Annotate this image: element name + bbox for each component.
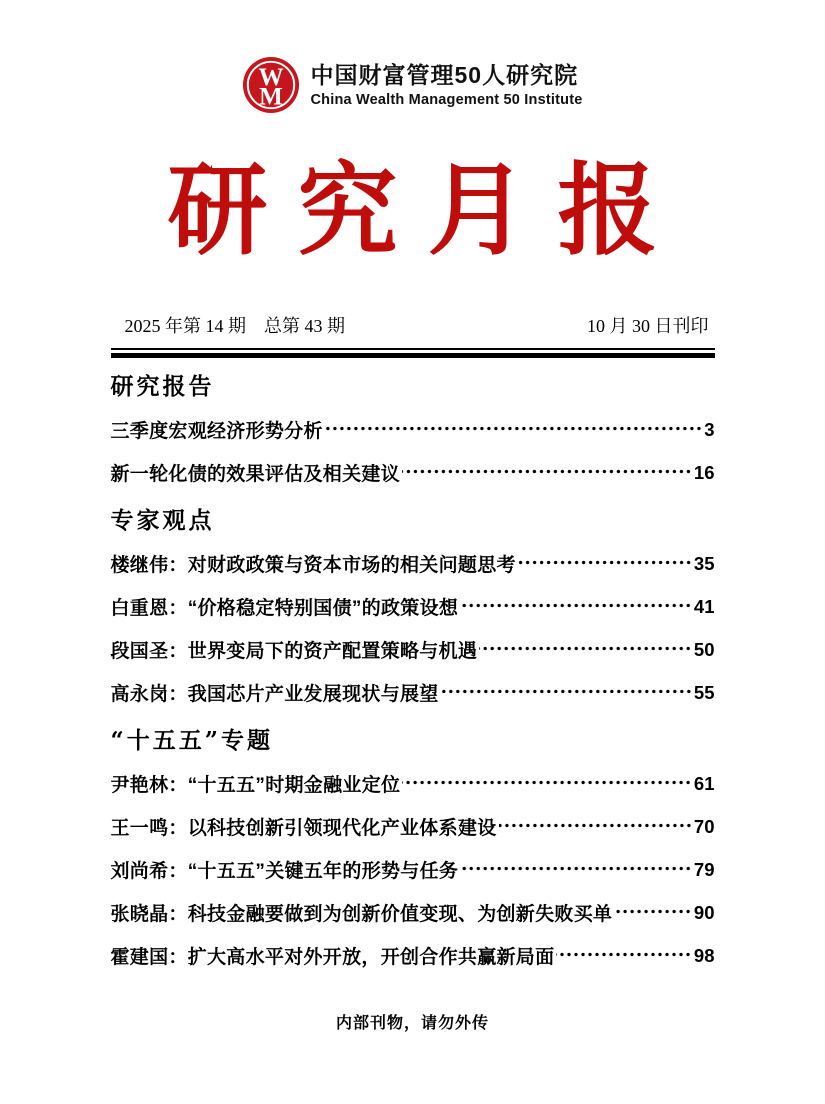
toc-entry <box>111 934 715 977</box>
issue-info-row <box>111 312 715 338</box>
toc-entry-page: 50 <box>693 638 715 660</box>
toc-entry-title: 张晓晶：科技金融要做到为创新价值变现、为创新失败买单 <box>110 904 613 925</box>
svg-text:M: M <box>259 83 284 111</box>
toc-entry-title: 三季度宏观经济形势分析 <box>110 421 323 442</box>
toc-entry-title: 王一鸣：以科技创新引领现代化产业体系建设 <box>110 818 497 839</box>
toc-entry-page: 41 <box>693 595 715 617</box>
toc-entry-page: 61 <box>693 772 715 794</box>
toc-entry <box>111 671 715 714</box>
toc-entry <box>111 805 715 848</box>
institute-logo-icon <box>242 56 300 114</box>
dot-leader <box>460 585 692 628</box>
dot-leader <box>518 542 692 585</box>
dot-leader <box>402 451 692 494</box>
institute-name-cn: 中国财富管理50人研究院 <box>310 61 579 88</box>
toc-entry-title: 霍建国：扩大高水平对外开放，开创合作共赢新局面 <box>110 947 555 968</box>
toc-entry <box>111 628 715 671</box>
toc-entry-title: 刘尚希：“十五五”关键五年的形势与任务 <box>110 861 459 882</box>
toc-entry-page: 98 <box>693 944 715 966</box>
issue-number: 2025 年第 14 期 总第 43 期 <box>124 316 345 336</box>
dot-leader <box>402 762 692 805</box>
toc-entry-title: 白重恩：“价格稳定特别国债”的政策设想 <box>110 598 459 619</box>
toc-entry-page: 90 <box>693 901 715 923</box>
institute-header <box>0 0 825 114</box>
toc-entry <box>111 408 715 451</box>
toc-entry-page: 70 <box>693 815 715 837</box>
svg-text:W: W <box>258 64 285 91</box>
toc-section-15th-five-year-special <box>111 726 715 977</box>
print-date: 10 月 30 日刊印 <box>587 316 709 336</box>
toc-entry <box>111 762 715 805</box>
dot-leader <box>479 628 692 671</box>
dot-leader <box>441 671 692 714</box>
dot-leader <box>499 805 692 848</box>
masthead-divider <box>111 348 715 358</box>
dot-leader <box>614 891 692 934</box>
toc-entry-title: 高永岗：我国芯片产业发展现状与展望 <box>110 684 439 705</box>
toc-entry <box>111 542 715 585</box>
toc-entry <box>111 585 715 628</box>
toc-entry-page: 55 <box>693 681 715 703</box>
toc-entry-page: 79 <box>693 858 715 880</box>
toc-section-research-reports <box>111 372 715 494</box>
toc-entry <box>111 891 715 934</box>
toc-entry-page: 16 <box>693 461 715 483</box>
dot-leader <box>460 848 692 891</box>
toc-entry-page: 35 <box>693 552 715 574</box>
content-column <box>111 312 715 977</box>
toc-entry <box>111 848 715 891</box>
institute-name-en: China Wealth Management 50 Institute <box>310 92 583 109</box>
toc-section-heading: “十五五”专题 <box>110 727 273 754</box>
toc-entry <box>111 451 715 494</box>
toc-entry-title: 新一轮化债的效果评估及相关建议 <box>110 464 401 485</box>
toc-entry-title: 楼继伟：对财政政策与资本市场的相关问题思考 <box>110 555 516 576</box>
toc-entry-page: 3 <box>704 418 715 440</box>
toc-section-heading: 研究报告 <box>110 373 215 400</box>
toc-entry-title: 段国圣：世界变局下的资产配置策略与机遇 <box>110 641 478 662</box>
toc-section-expert-views <box>111 506 715 714</box>
masthead <box>0 150 825 270</box>
toc-entry-title: 尹艳林：“十五五”时期金融业定位 <box>110 775 401 796</box>
confidentiality-notice: 内部刊物，请勿外传 <box>335 1015 489 1032</box>
dot-leader <box>325 408 702 451</box>
dot-leader <box>556 934 692 977</box>
toc-section-heading: 专家观点 <box>110 507 215 534</box>
publication-title: 研究月报 <box>167 151 688 269</box>
institute-names <box>310 62 582 109</box>
